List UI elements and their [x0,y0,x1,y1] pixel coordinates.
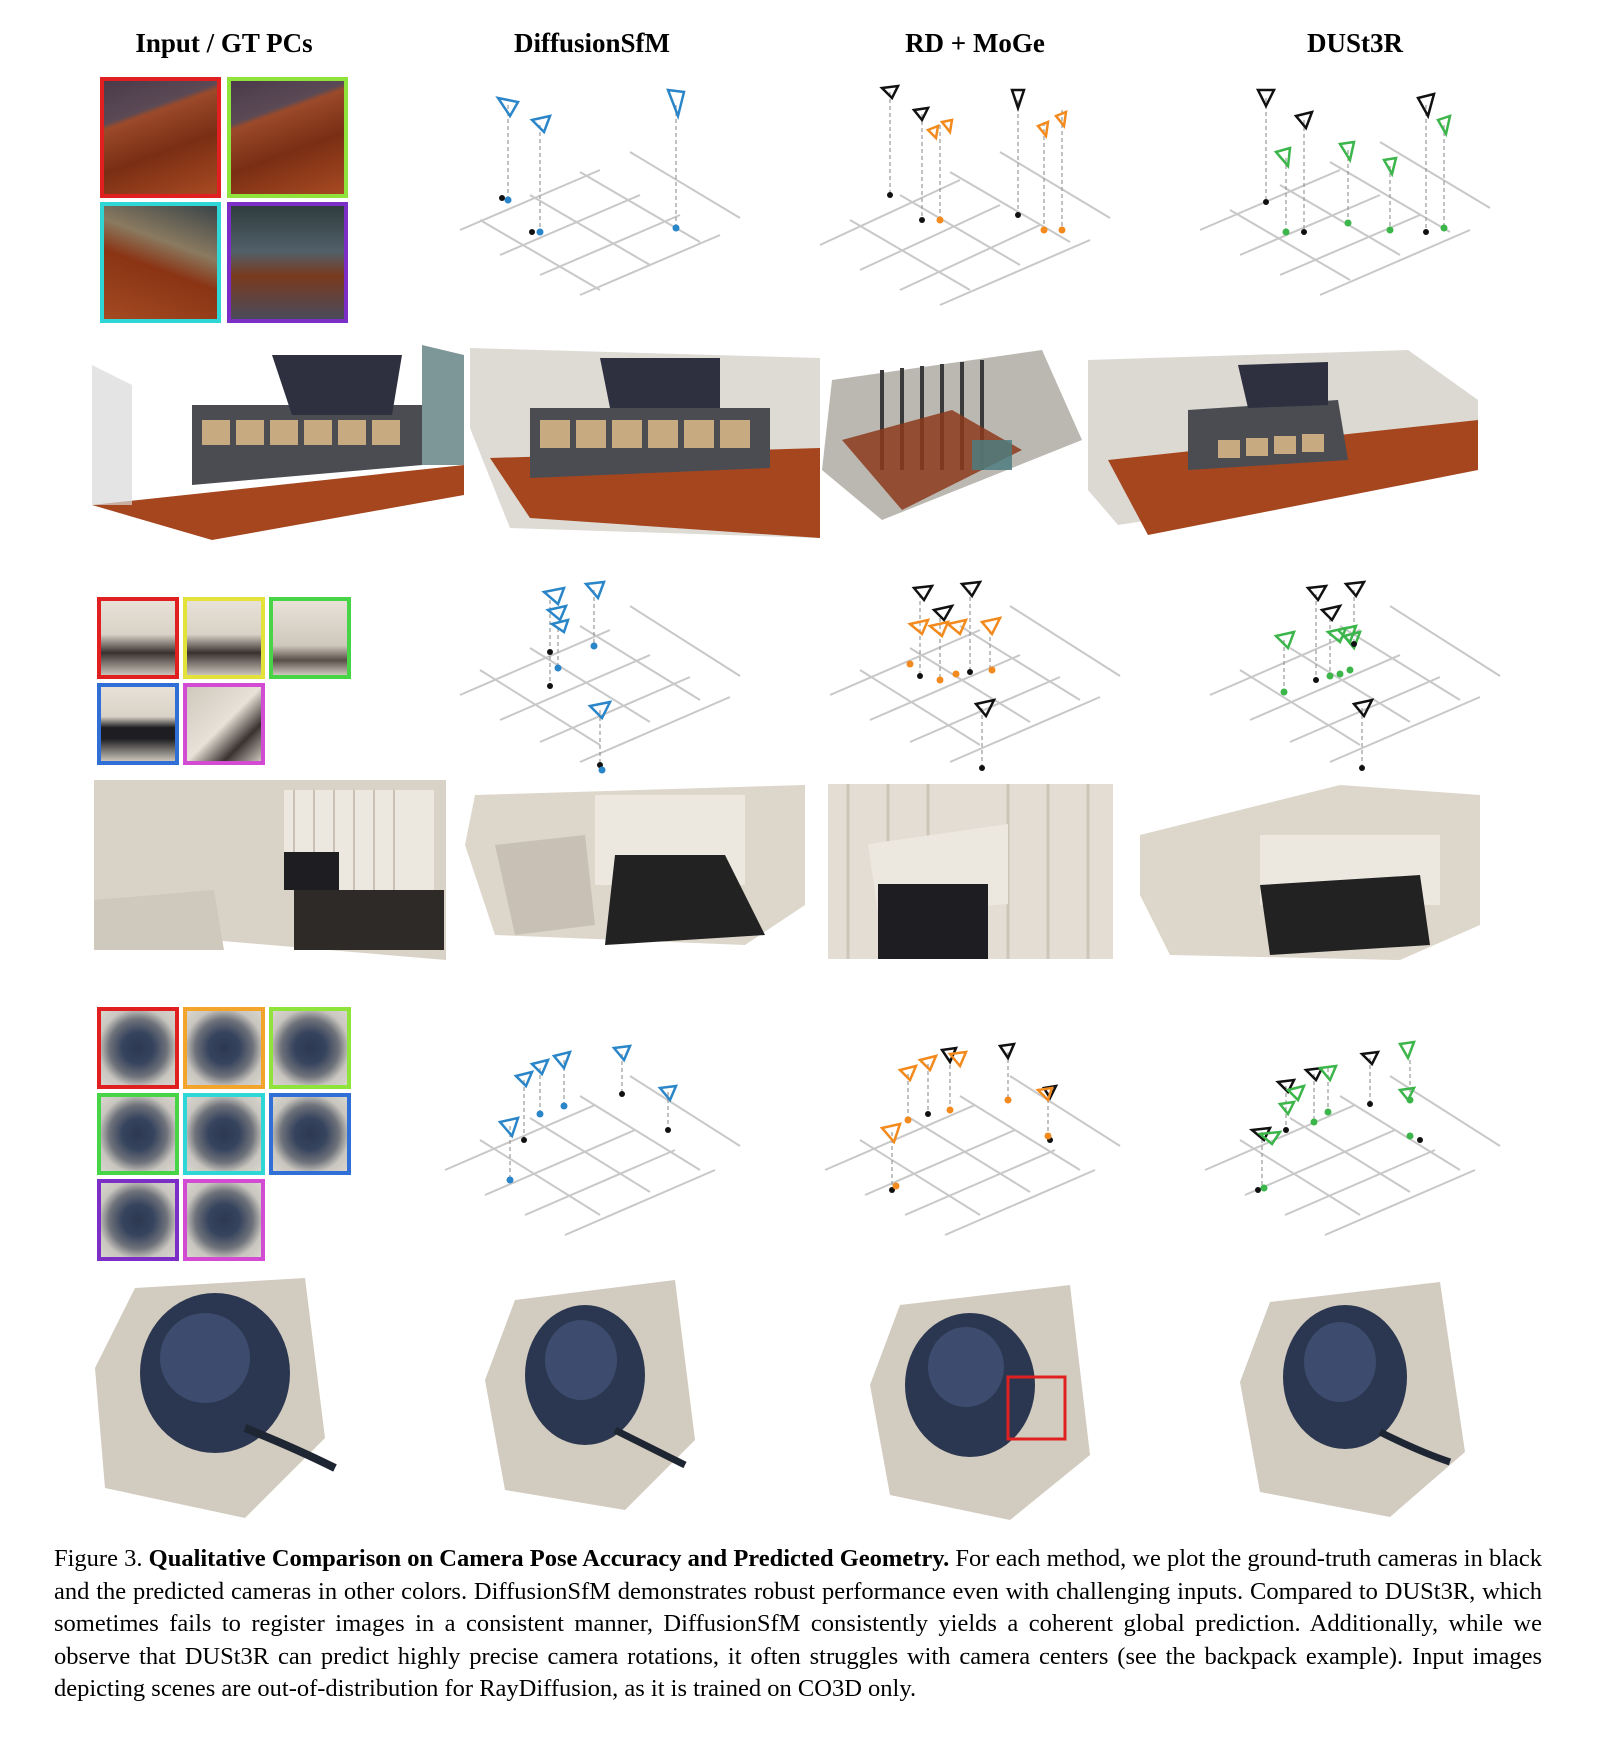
input-thumb [227,77,348,198]
point-cloud-diffusionsfm-row2 [465,785,805,955]
point-cloud-rd-moge-row2 [828,784,1113,959]
header-rd-moge: RD + MoGe [905,28,1045,58]
camera-plot-dust3r-row3 [1200,1040,1500,1240]
camera-plot-rd-moge-row3 [820,1040,1120,1240]
input-thumb [97,1093,179,1175]
camera-plot-dust3r-row1 [1190,80,1490,300]
header-diffusionsfm: DiffusionSfM [513,28,670,58]
input-thumb [227,202,348,323]
header-input-gt: Input / GT PCs [135,28,313,58]
input-thumb [100,77,221,198]
header-dust3r: DUSt3R [1306,28,1403,58]
figure-title: Qualitative Comparison on Camera Pose Accuracy and Predicted Geometry. [148,1545,950,1572]
point-cloud-gt-row3 [95,1278,325,1518]
camera-plot-diffusionsfm-row2 [440,580,740,780]
input-thumb [97,683,179,765]
point-cloud-rd-moge-row1 [822,350,1082,520]
camera-plot-diffusionsfm-row3 [440,1040,740,1240]
input-thumb [97,1007,179,1089]
figure-caption [54,1543,1542,1706]
input-thumb [100,202,221,323]
point-cloud-diffusionsfm-row1 [470,348,820,543]
input-thumb [269,1007,351,1089]
point-cloud-diffusionsfm-row3 [485,1280,695,1510]
camera-plot-rd-moge-row2 [820,580,1120,780]
camera-plot-diffusionsfm-row1 [440,80,740,300]
camera-plot-dust3r-row2 [1200,580,1500,780]
figure-caption-body: For each method, we plot the ground-truth cameras in black and the predicted cameras in other colors. DiffusionSfM demonstrates robust performance even with challenging inputs. Compared to DUSt3R, which sometimes fails to register images in a consistent manner, DiffusionSfM consistently yields a coherent global prediction. Additionally, while we observe that DUSt3R can predict highly precise camera rotations, it often struggles with camera centers (see the backpack example). Input images depicting scenes are out-of-distribution for RayDiffusion, as it is trained on CO3D only. [54,1545,1543,1703]
camera-plot-rd-moge-row1 [810,80,1110,300]
point-cloud-dust3r-row1 [1088,350,1478,535]
input-thumb [183,597,265,679]
input-thumb [97,1179,179,1261]
input-thumb [97,597,179,679]
input-thumb [183,683,265,765]
input-thumb [269,597,351,679]
input-thumb [183,1093,265,1175]
point-cloud-gt-row2 [94,780,446,960]
input-thumb [183,1007,265,1089]
point-cloud-gt-row1 [92,345,464,540]
input-thumb [269,1093,351,1175]
point-cloud-rd-moge-row3 [870,1285,1090,1520]
input-thumb [183,1179,265,1261]
figure-label: Figure 3. [54,1545,143,1572]
point-cloud-dust3r-row3 [1240,1282,1465,1517]
point-cloud-dust3r-row2 [1140,785,1480,960]
